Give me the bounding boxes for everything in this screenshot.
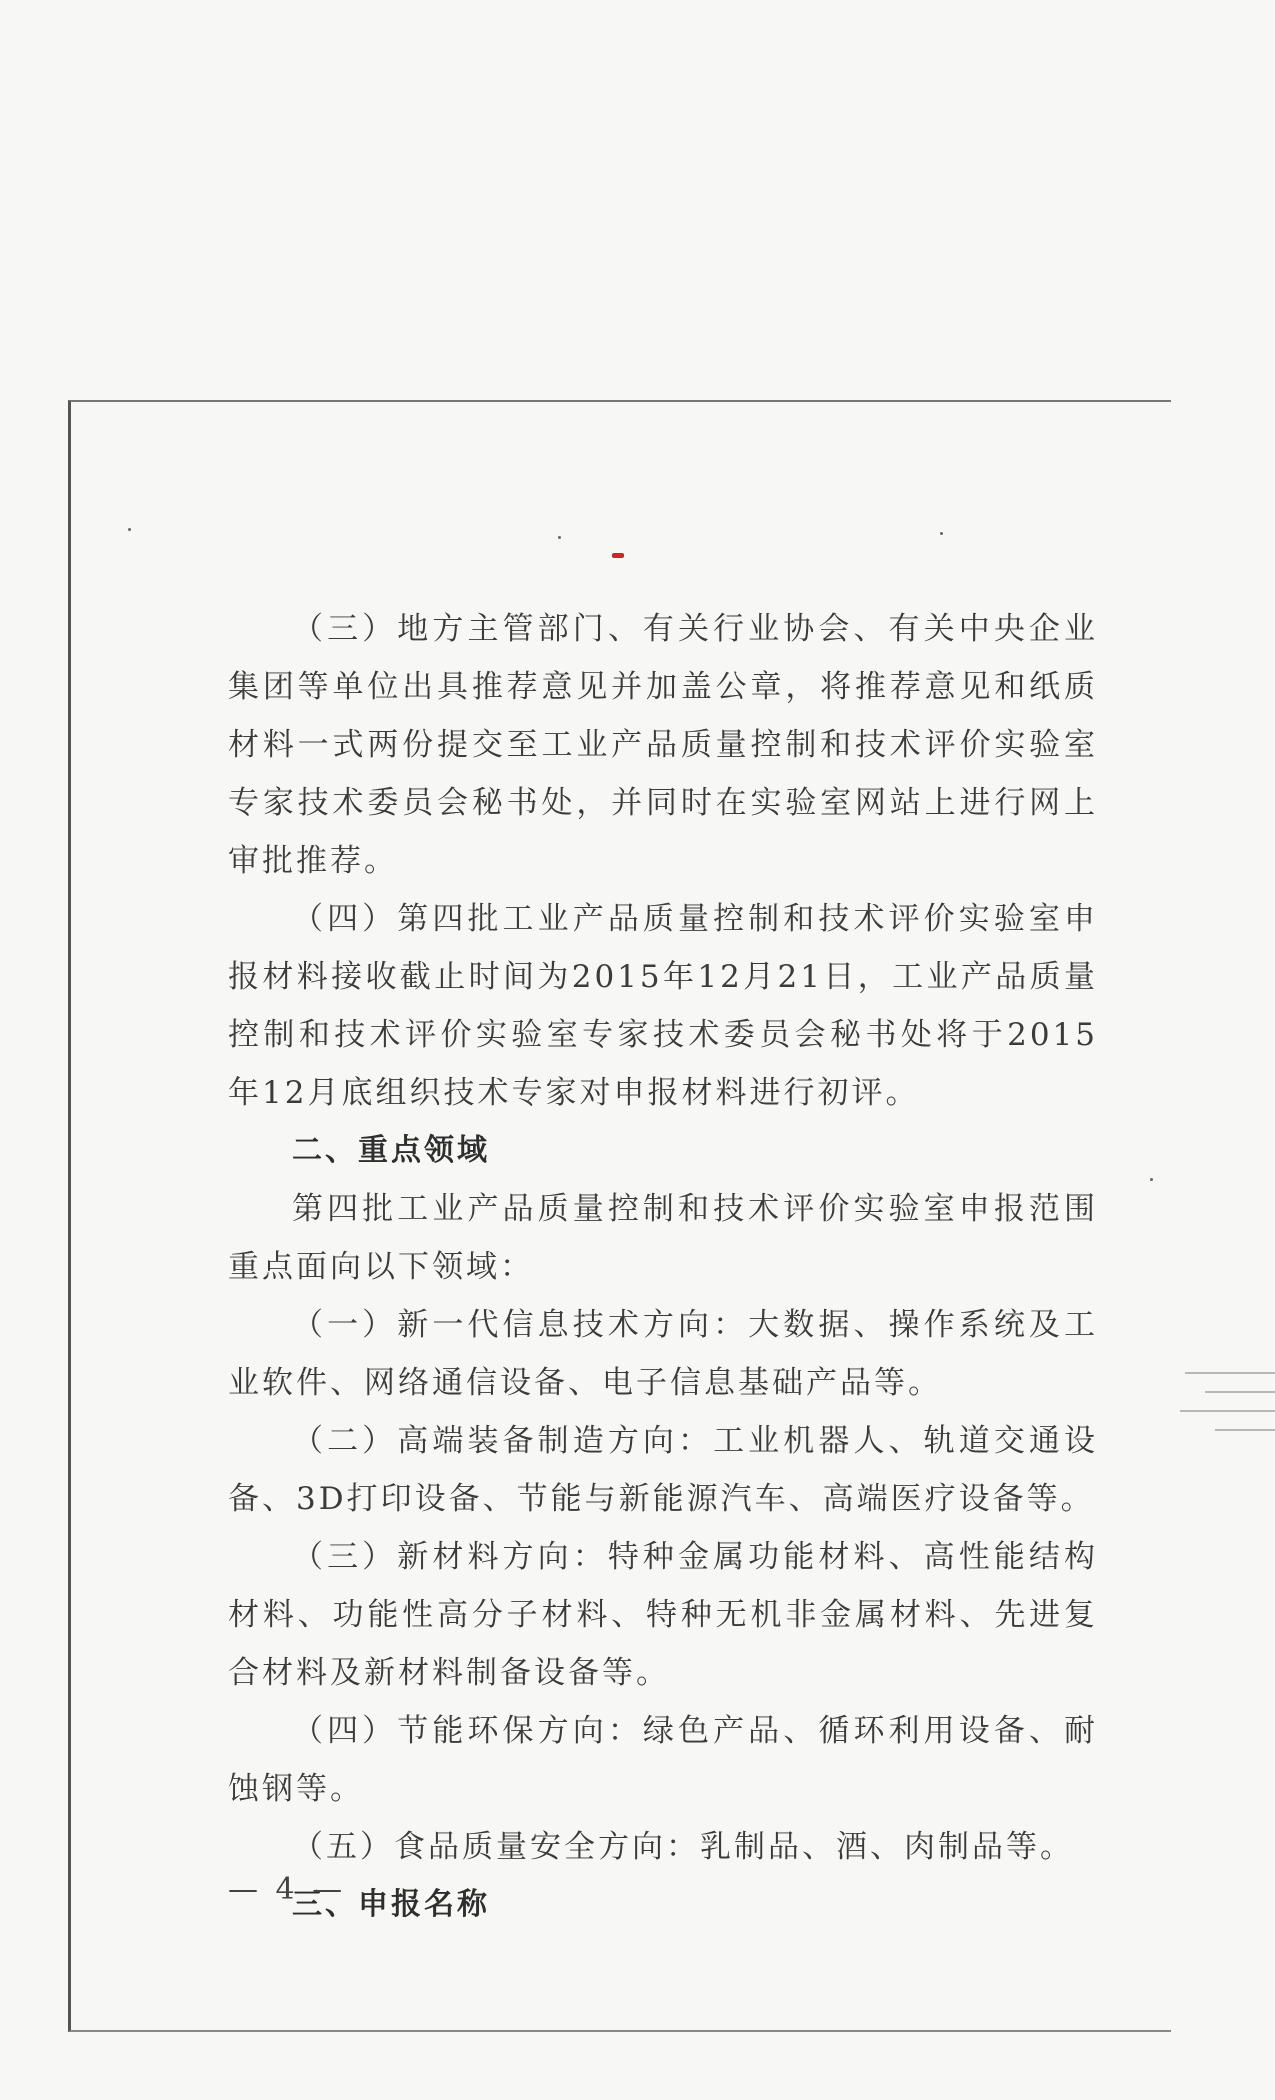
paragraph-key-areas-intro: 第四批工业产品质量控制和技术评价实验室申报范围重点面向以下领域：	[228, 1191, 1098, 1285]
paragraph-area-high-end-equipment: （二）高端装备制造方向：工业机器人、轨道交通设备、3D打印设备、节能与新能源汽车、高端医疗设备等。	[228, 1423, 1098, 1517]
scan-speck	[558, 536, 561, 539]
scan-speck	[1150, 1178, 1153, 1181]
paragraph-deadline: （四）第四批工业产品质量控制和技术评价实验室申报材料接收截止时间为2015年12月21日，工业产品质量控制和技术评价实验室专家技术委员会秘书处将于2015年12月底组织技术专家对申报材料进行初评。	[228, 901, 1098, 1111]
red-ink-mark	[612, 553, 624, 558]
paragraph-recommendation: （三）地方主管部门、有关行业协会、有关中央企业集团等单位出具推荐意见并加盖公章，将推荐意见和纸质材料一式两份提交至工业产品质量控制和技术评价实验室专家技术委员会秘书处，并同时在实验室网站上进行网上审批推荐。	[228, 611, 1098, 879]
paragraph-area-energy-environment: （四）节能环保方向：绿色产品、循环利用设备、耐蚀钢等。	[228, 1713, 1098, 1807]
scan-speck	[128, 528, 131, 531]
scan-edge-marks	[1165, 1355, 1275, 1515]
section-heading-key-areas: 二、重点领域	[292, 1133, 490, 1168]
scan-speck	[940, 532, 943, 535]
document-body	[228, 600, 1098, 1934]
paragraph-area-food-safety: （五）食品质量安全方向：乳制品、酒、肉制品等。	[292, 1829, 1074, 1865]
paragraph-area-new-materials: （三）新材料方向：特种金属功能材料、高性能结构材料、功能性高分子材料、特种无机非金属材料、先进复合材料及新材料制备设备等。	[228, 1539, 1098, 1691]
section-heading-application-name: 三、申报名称	[292, 1887, 490, 1922]
page-number: — 4 —	[228, 1872, 347, 1907]
paragraph-area-information-technology: （一）新一代信息技术方向：大数据、操作系统及工业软件、网络通信设备、电子信息基础产品等。	[228, 1307, 1098, 1401]
